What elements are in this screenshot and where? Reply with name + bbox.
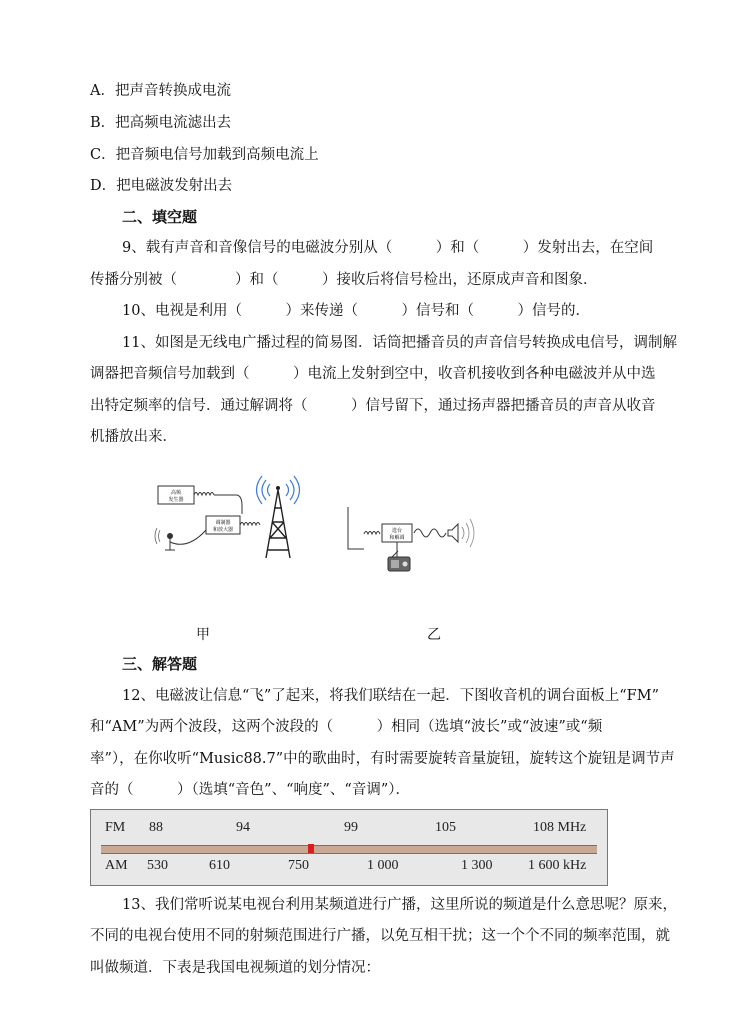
q9-line2: 传播分别被（ ）和（ ）接收后将信号检出，还原成声音和图象． <box>90 272 598 288</box>
option-text: 把高频电流滤出去 <box>115 115 232 131</box>
option-letter: D． <box>90 178 117 194</box>
q13-line1: 13、我们常听说某电视台利用某频道进行广播，这里所说的频道是什么意思呢？原来， <box>122 897 677 913</box>
coil-2 <box>240 523 260 526</box>
fm-tick: 99 <box>344 820 358 835</box>
option-text: 把声音转换成电流 <box>114 83 231 99</box>
microphone-icon <box>155 528 175 550</box>
audio-wave <box>414 529 446 537</box>
fm-tick: 88 <box>149 820 163 835</box>
figure-caption-jia: 甲 <box>196 627 210 643</box>
dial-band <box>101 845 597 854</box>
option-c <box>90 145 319 165</box>
option-text: 把音频电信号加载到高频电流上 <box>115 147 319 163</box>
q12-line1: 12、电磁波让信息“飞”了起来，将我们联结在一起．下图收音机的调台面板上“FM” <box>122 688 660 704</box>
svg-text:和放大器: 和放大器 <box>212 527 234 533</box>
q11-line2: 调器把音频信号加载到（ ）电流上发射到空中，收音机接收到各种电磁波并从中选 <box>90 366 656 382</box>
option-a <box>90 81 231 101</box>
am-tick: 750 <box>288 858 309 873</box>
option-letter: C． <box>90 147 116 163</box>
fm-tick: 105 <box>435 820 456 835</box>
coil-1 <box>194 493 214 496</box>
svg-text:和解调: 和解调 <box>389 535 405 541</box>
radio-dial-panel <box>90 809 608 886</box>
radio-icon <box>388 551 410 571</box>
q12-line4: 音的（ ）（选填“音色”、“响度”、“音调”）． <box>90 782 410 798</box>
svg-text:发生器: 发生器 <box>168 497 184 503</box>
am-tick: 610 <box>209 858 230 873</box>
receiver-diagram <box>340 505 485 580</box>
fm-tick: 108 MHz <box>533 820 587 835</box>
option-text: 把电磁波发射出去 <box>116 178 233 194</box>
q12-line2: 和“AM”为两个波段，这两个波段的（ ）相同（选填“波长”或“波速”或“频 <box>90 719 603 735</box>
coil-3 <box>364 532 380 535</box>
q13-line2: 不同的电视台使用不同的射频范围进行广播，以免互相干扰；这一个个不同的频率范围，就 <box>90 928 670 944</box>
svg-text:调制器: 调制器 <box>215 520 231 526</box>
q13-line3: 叫做频道．下表是我国电视频道的划分情况： <box>90 960 380 976</box>
am-tick: 530 <box>147 858 168 873</box>
tuning-marker[interactable] <box>308 844 314 853</box>
am-label: AM <box>105 858 128 873</box>
speaker-icon <box>448 524 458 542</box>
svg-text:选台: 选台 <box>391 528 403 534</box>
fm-label: FM <box>105 820 126 835</box>
figure-caption-yi: 乙 <box>427 627 441 643</box>
transmitter-diagram <box>148 470 313 560</box>
fm-tick: 94 <box>236 820 250 835</box>
tuner-box <box>382 524 412 542</box>
svg-text:高频: 高频 <box>170 490 182 496</box>
option-b <box>90 113 231 133</box>
antenna-tower-icon <box>257 476 300 558</box>
section-title-answer: 三、解答题 <box>122 655 198 673</box>
q11-line1: 11、如图是无线电广播过程的简易图．话筒把播音员的声音信号转换成电信号，调制解 <box>122 335 677 351</box>
am-tick: 1 000 <box>367 858 399 873</box>
modulator-box <box>206 516 240 534</box>
am-tick: 1 300 <box>461 858 493 873</box>
wire-1 <box>214 495 242 514</box>
option-d <box>90 176 232 196</box>
option-letter: A． <box>90 83 115 99</box>
section-title-fill-blank: 二、填空题 <box>122 208 198 226</box>
q10-line1: 10、电视是利用（ ）来传递（ ）信号和（ ）信号的． <box>122 303 590 319</box>
option-letter: B． <box>90 115 116 131</box>
q12-line3: 率”），在你收听“Music88.7”中的歌曲时，有时需要旋转音量旋钮，旋转这个旋钮是调节声 <box>90 751 675 767</box>
am-tick: 1 600 kHz <box>528 858 587 873</box>
oscillator-box <box>158 486 194 504</box>
q11-line3: 出特定频率的信号．通过解调将（ ）信号留下，通过扬声器把播音员的声音从收音 <box>90 398 656 414</box>
wire-mic <box>170 530 206 544</box>
q11-line4: 机播放出来． <box>90 429 177 445</box>
q9-line1: 9、载有声音和音像信号的电磁波分别从（ ）和（ ）发射出去，在空间 <box>122 240 654 256</box>
